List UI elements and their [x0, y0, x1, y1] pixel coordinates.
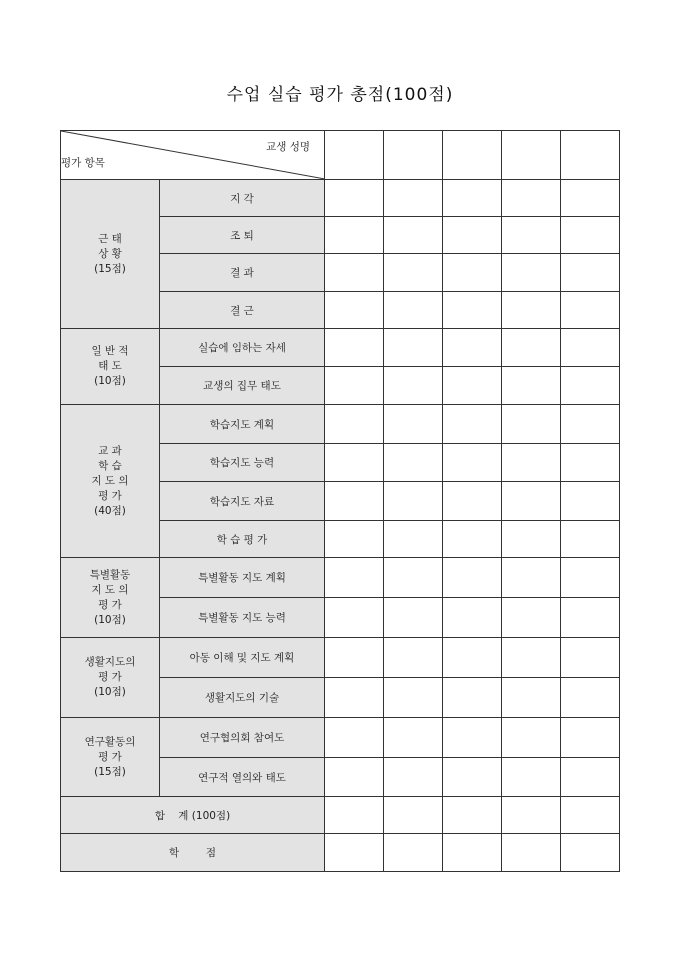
score-cell[interactable] — [502, 797, 561, 834]
score-cell[interactable] — [443, 834, 502, 872]
score-cell[interactable] — [384, 598, 443, 638]
score-cell[interactable] — [325, 292, 384, 329]
item-label: 학습지도 계획 — [160, 405, 325, 444]
item-label: 학 습 평 가 — [160, 521, 325, 558]
category-subject-teaching: 교 과 학 습 지 도 의 평 가 (40점) — [61, 405, 160, 558]
page-title: 수업 실습 평가 총점(100점) — [226, 85, 454, 105]
category-general-attitude: 일 반 적 태 도 (10점) — [61, 329, 160, 405]
score-cell[interactable] — [561, 292, 620, 329]
score-cell[interactable] — [443, 131, 502, 180]
table-row — [61, 180, 620, 217]
score-cell[interactable] — [325, 678, 384, 718]
category-research-activities: 연구활동의 평 가 (15점) — [61, 718, 160, 797]
grade-row — [61, 834, 620, 872]
score-cell[interactable] — [384, 797, 443, 834]
score-cell[interactable] — [443, 678, 502, 718]
score-cell[interactable] — [384, 367, 443, 405]
header-row — [61, 131, 620, 180]
score-cell[interactable] — [502, 444, 561, 482]
score-cell[interactable] — [502, 131, 561, 180]
score-cell[interactable] — [443, 444, 502, 482]
score-cell[interactable] — [561, 329, 620, 367]
item-label: 평가 항목 — [61, 157, 105, 169]
score-cell[interactable] — [325, 217, 384, 254]
item-label: 특별활동 지도 능력 — [160, 598, 325, 638]
score-cell[interactable] — [325, 367, 384, 405]
category-attendance: 근 태 상 황 (15점) — [61, 180, 160, 329]
item-label: 실습에 임하는 자세 — [160, 329, 325, 367]
score-cell[interactable] — [561, 718, 620, 758]
score-cell[interactable] — [325, 180, 384, 217]
grade-label: 학 점 — [61, 834, 325, 872]
score-cell[interactable] — [443, 405, 502, 444]
score-cell[interactable] — [502, 598, 561, 638]
score-cell[interactable] — [384, 405, 443, 444]
score-cell[interactable] — [443, 521, 502, 558]
score-cell[interactable] — [384, 292, 443, 329]
score-cell[interactable] — [443, 217, 502, 254]
score-cell[interactable] — [502, 834, 561, 872]
score-cell[interactable] — [561, 131, 620, 180]
score-cell[interactable] — [384, 834, 443, 872]
score-cell[interactable] — [325, 834, 384, 872]
score-cell[interactable] — [443, 292, 502, 329]
score-cell[interactable] — [443, 329, 502, 367]
score-cell[interactable] — [384, 558, 443, 598]
score-cell[interactable] — [325, 718, 384, 758]
score-cell[interactable] — [502, 217, 561, 254]
score-cell[interactable] — [502, 521, 561, 558]
score-cell[interactable] — [384, 521, 443, 558]
score-cell[interactable] — [443, 180, 502, 217]
score-cell[interactable] — [384, 131, 443, 180]
score-cell[interactable] — [325, 405, 384, 444]
item-label: 결 근 — [160, 292, 325, 329]
score-cell[interactable] — [384, 482, 443, 521]
score-cell[interactable] — [325, 758, 384, 797]
score-cell[interactable] — [384, 329, 443, 367]
student-name-label: 교생 성명 — [266, 141, 310, 153]
score-cell[interactable] — [443, 558, 502, 598]
table-row — [61, 638, 620, 678]
score-cell[interactable] — [502, 292, 561, 329]
score-cell[interactable] — [561, 405, 620, 444]
score-cell[interactable] — [384, 678, 443, 718]
score-cell[interactable] — [561, 521, 620, 558]
score-cell[interactable] — [502, 558, 561, 598]
score-cell[interactable] — [502, 718, 561, 758]
score-cell[interactable] — [561, 367, 620, 405]
score-cell[interactable] — [443, 254, 502, 292]
score-cell[interactable] — [325, 482, 384, 521]
score-cell[interactable] — [443, 598, 502, 638]
score-cell[interactable] — [561, 638, 620, 678]
item-label: 연구적 열의와 태도 — [160, 758, 325, 797]
score-cell[interactable] — [502, 180, 561, 217]
score-cell[interactable] — [443, 758, 502, 797]
score-cell[interactable] — [502, 329, 561, 367]
score-cell[interactable] — [384, 638, 443, 678]
category-life-guidance: 생활지도의 평 가 (10점) — [61, 638, 160, 718]
score-cell[interactable] — [325, 598, 384, 638]
score-cell[interactable] — [561, 217, 620, 254]
score-cell[interactable] — [502, 254, 561, 292]
score-cell[interactable] — [325, 797, 384, 834]
score-cell[interactable] — [561, 758, 620, 797]
item-label: 특별활동 지도 계획 — [160, 558, 325, 598]
score-cell[interactable] — [325, 254, 384, 292]
item-label: 연구협의회 참여도 — [160, 718, 325, 758]
score-cell[interactable] — [443, 638, 502, 678]
score-cell[interactable] — [384, 758, 443, 797]
score-cell[interactable] — [561, 482, 620, 521]
score-cell[interactable] — [325, 329, 384, 367]
item-label: 아동 이해 및 지도 계획 — [160, 638, 325, 678]
evaluation-table — [60, 130, 620, 872]
score-cell[interactable] — [561, 797, 620, 834]
score-cell[interactable] — [325, 558, 384, 598]
item-label: 학습지도 능력 — [160, 444, 325, 482]
item-label: 학습지도 자료 — [160, 482, 325, 521]
item-label: 지 각 — [160, 180, 325, 217]
table-row — [61, 718, 620, 758]
table-row — [61, 329, 620, 367]
score-cell[interactable] — [502, 367, 561, 405]
table-row — [61, 558, 620, 598]
header-cell — [61, 131, 325, 180]
score-cell[interactable] — [443, 367, 502, 405]
score-cell[interactable] — [561, 558, 620, 598]
score-cell[interactable] — [325, 521, 384, 558]
item-label: 생활지도의 기술 — [160, 678, 325, 718]
score-cell[interactable] — [325, 638, 384, 678]
score-cell[interactable] — [384, 217, 443, 254]
score-cell[interactable] — [502, 405, 561, 444]
score-cell[interactable] — [502, 758, 561, 797]
category-special-activities: 특별활동 지 도 의 평 가 (10점) — [61, 558, 160, 638]
item-label: 결 과 — [160, 254, 325, 292]
score-cell[interactable] — [443, 718, 502, 758]
total-label: 합 계 (100점) — [61, 797, 325, 834]
score-cell[interactable] — [384, 444, 443, 482]
score-cell[interactable] — [561, 834, 620, 872]
score-cell[interactable] — [384, 254, 443, 292]
total-row — [61, 797, 620, 834]
score-cell[interactable] — [325, 131, 384, 180]
score-cell[interactable] — [502, 482, 561, 521]
item-label: 조 퇴 — [160, 217, 325, 254]
score-cell[interactable] — [561, 254, 620, 292]
score-cell[interactable] — [502, 678, 561, 718]
score-cell[interactable] — [384, 718, 443, 758]
score-cell[interactable] — [561, 678, 620, 718]
item-label: 교생의 집무 태도 — [160, 367, 325, 405]
score-cell[interactable] — [502, 638, 561, 678]
score-cell[interactable] — [443, 797, 502, 834]
score-cell[interactable] — [384, 180, 443, 217]
table-row — [61, 405, 620, 444]
score-cell[interactable] — [561, 180, 620, 217]
score-cell[interactable] — [561, 598, 620, 638]
score-cell[interactable] — [443, 482, 502, 521]
score-cell[interactable] — [561, 444, 620, 482]
score-cell[interactable] — [325, 444, 384, 482]
